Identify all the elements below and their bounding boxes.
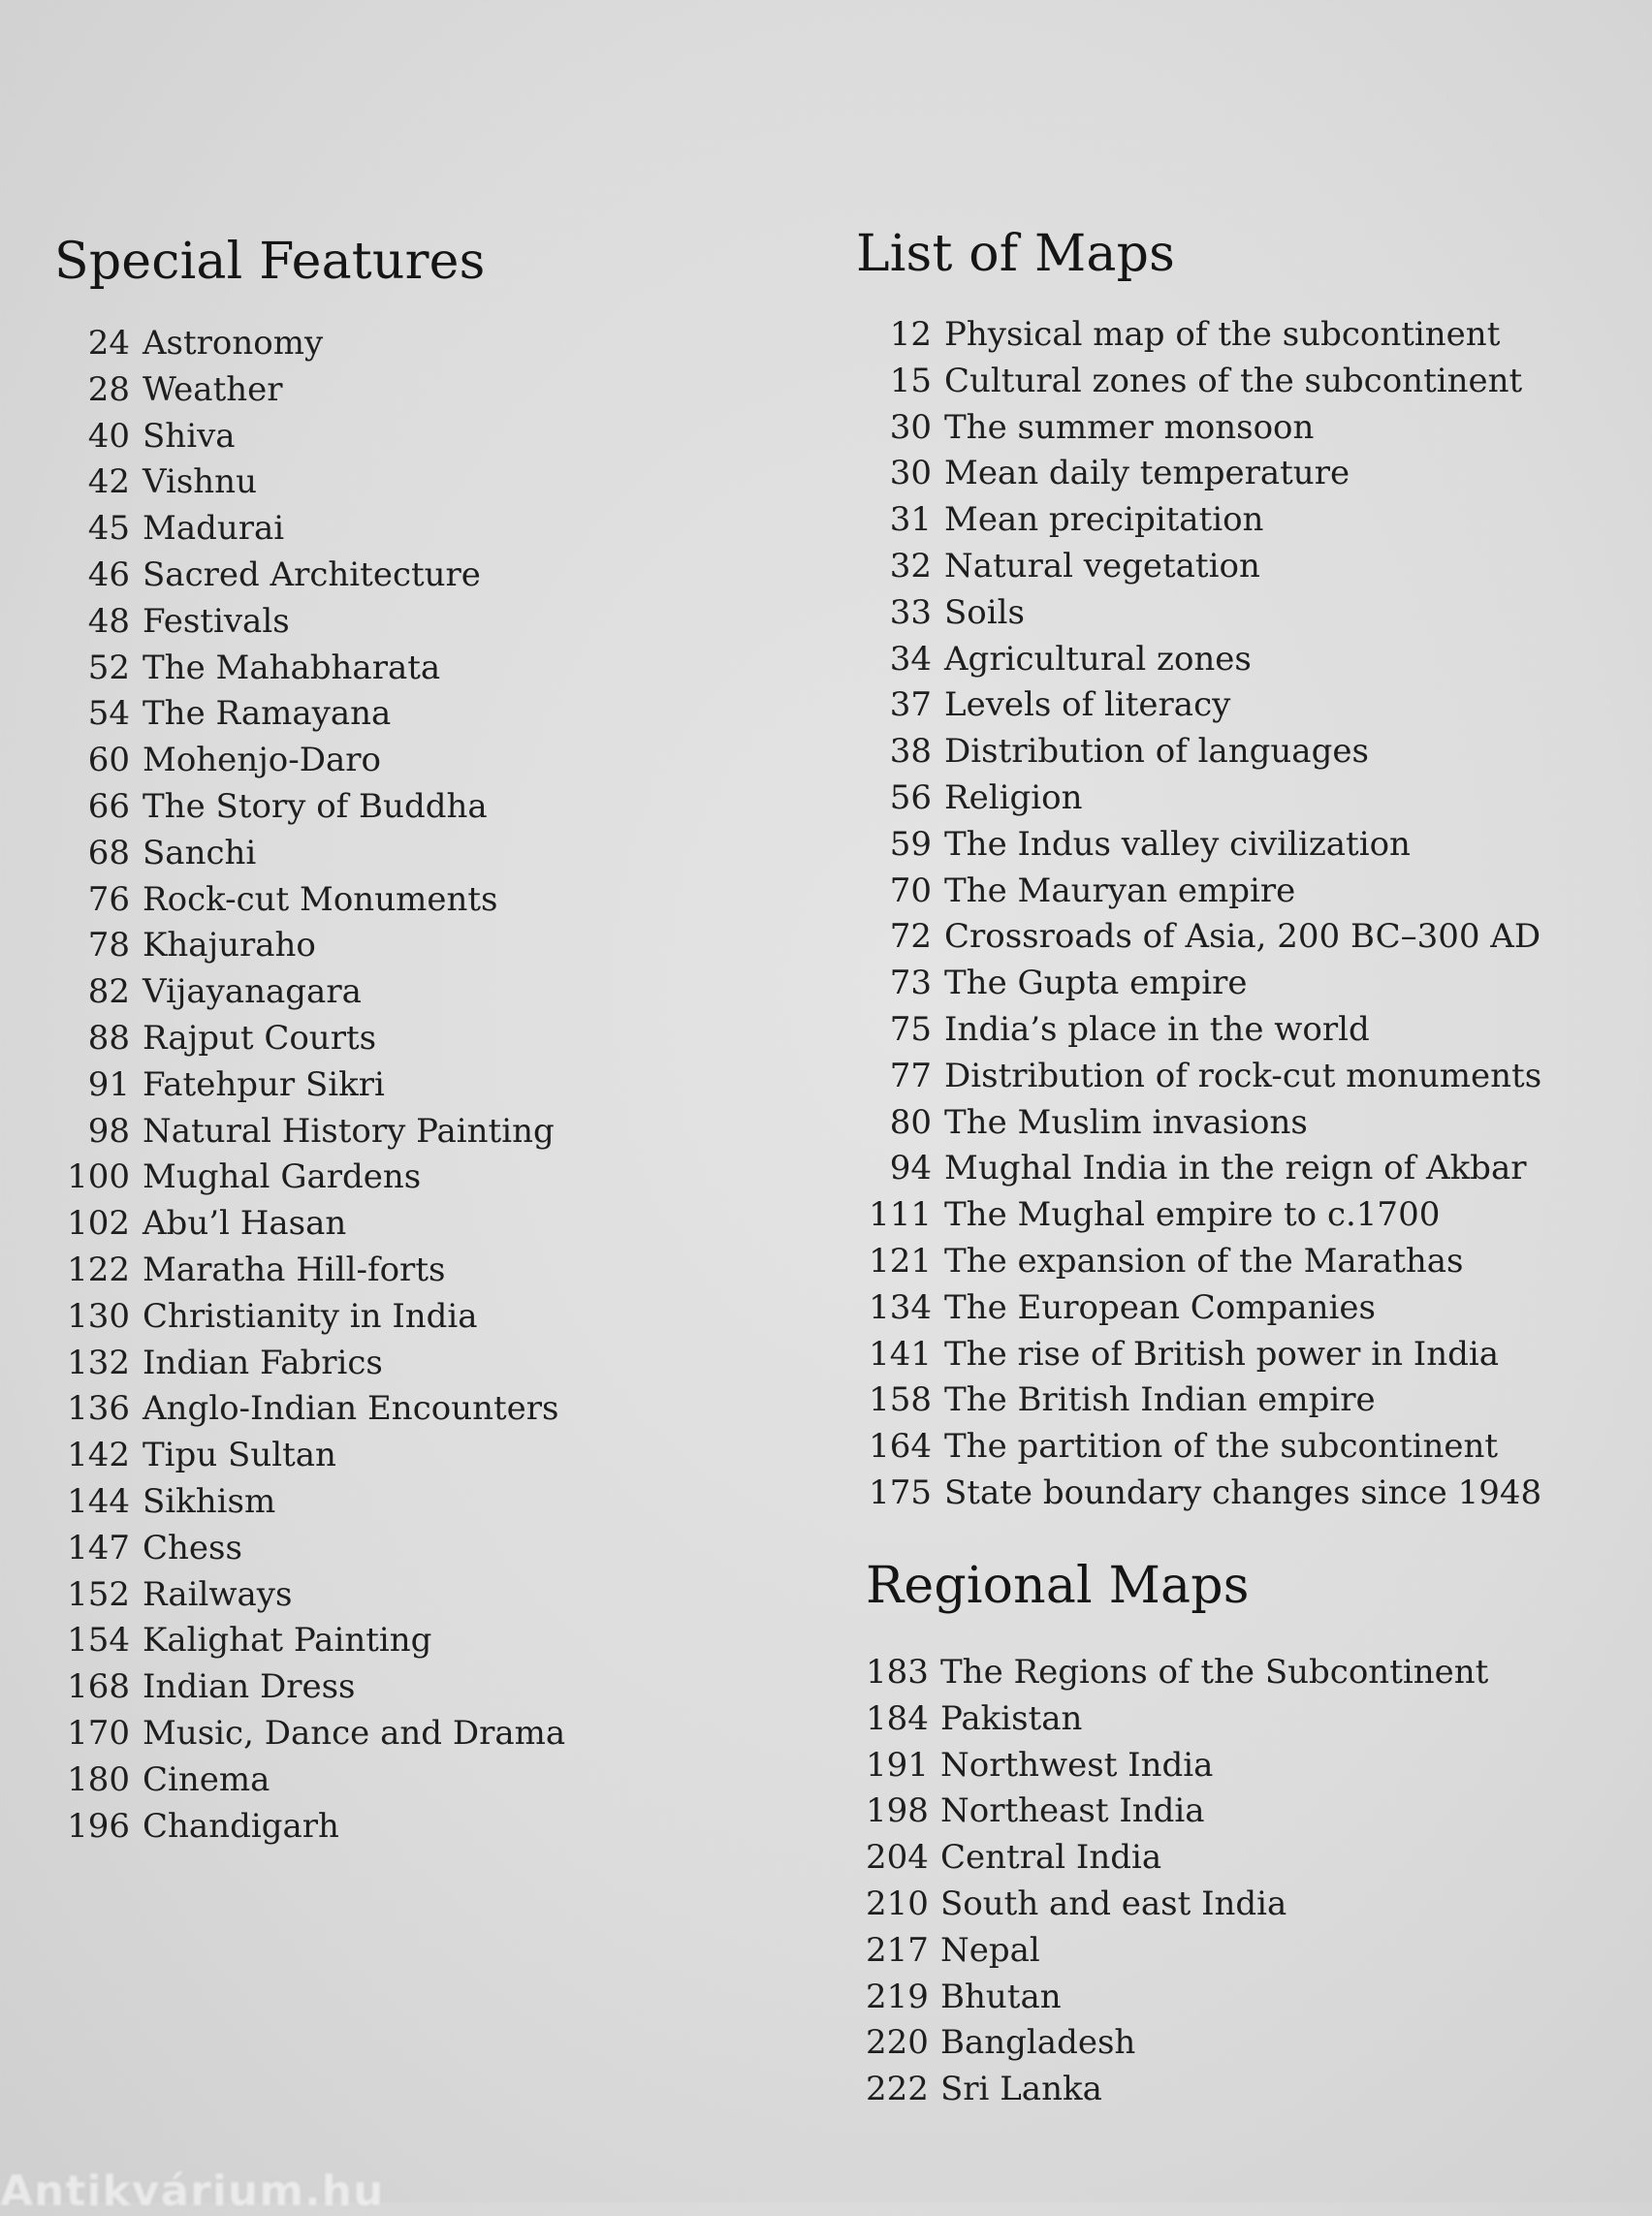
entry-page-number: 42 [87, 462, 130, 502]
contents-entry [54, 1386, 752, 1433]
entry-title: Mean precipitation [944, 500, 1264, 540]
entry-page-number: 100 [67, 1157, 130, 1197]
entry-page-number: 152 [67, 1574, 130, 1614]
contents-entry [54, 1618, 752, 1664]
entry-title: The European Companies [944, 1287, 1376, 1327]
regional-maps-section [866, 1557, 1632, 2113]
entry-page-number: 80 [889, 1102, 932, 1142]
entry-title: Chandigarh [143, 1806, 339, 1846]
entry-title: Abu’l Hasan [143, 1204, 347, 1244]
entry-title: Crossroads of Asia, 200 BC–300 AD [944, 917, 1541, 957]
contents-entry [866, 1650, 1632, 1696]
contents-entry [54, 969, 752, 1016]
entry-title: Religion [944, 777, 1083, 817]
entry-page-number: 31 [889, 500, 932, 540]
contents-entry [856, 405, 1632, 452]
entry-title: Madurai [143, 509, 285, 549]
contents-entry [54, 1572, 752, 1619]
contents-entry [54, 1804, 752, 1851]
entry-page-number: 30 [889, 407, 932, 447]
entry-page-number: 46 [87, 554, 130, 594]
contents-entry [856, 1332, 1632, 1378]
entry-title: The Story of Buddha [143, 786, 488, 826]
entry-title: The Muslim invasions [944, 1102, 1308, 1142]
contents-entry [856, 1054, 1632, 1100]
contents-entry [54, 1479, 752, 1526]
entry-title: Vishnu [143, 462, 257, 502]
contents-entry [54, 1341, 752, 1387]
entry-title: The Ramayana [143, 694, 392, 734]
entry-page-number: 30 [889, 454, 932, 493]
entry-page-number: 15 [889, 361, 932, 400]
entry-title: Pakistan [940, 1698, 1083, 1738]
contents-entry [866, 1975, 1632, 2021]
contents-entry [54, 414, 752, 460]
contents-entry [856, 1471, 1632, 1517]
contents-entry [54, 599, 752, 646]
contents-entry [54, 1155, 752, 1201]
entry-title: Nepal [940, 1930, 1040, 1970]
contents-entry [54, 1711, 752, 1757]
contents-entry [856, 1146, 1632, 1192]
entry-page-number: 111 [869, 1195, 932, 1235]
contents-entry [54, 1248, 752, 1294]
entry-page-number: 94 [889, 1149, 932, 1188]
entry-page-number: 38 [889, 732, 932, 772]
contents-entry [856, 1100, 1632, 1147]
contents-entry [54, 1016, 752, 1062]
entry-title: The Mahabharata [143, 648, 441, 687]
entry-page-number: 154 [67, 1621, 130, 1661]
entry-title: Cultural zones of the subcontinent [944, 361, 1523, 400]
contents-entry [54, 877, 752, 924]
contents-entry [856, 1192, 1632, 1239]
contents-entry [54, 691, 752, 738]
contents-entry [54, 1294, 752, 1341]
special-features-list [54, 321, 752, 1850]
contents-entry [54, 784, 752, 831]
entry-title: Vijayanagara [143, 972, 362, 1012]
contents-entry [866, 1882, 1632, 1928]
entry-page-number: 121 [869, 1241, 932, 1281]
entry-title: Bangladesh [940, 2023, 1136, 2063]
contents-entry [54, 738, 752, 784]
entry-page-number: 24 [87, 324, 130, 363]
entry-title: The British Indian empire [944, 1380, 1376, 1420]
entry-title: Mughal Gardens [143, 1157, 422, 1197]
entry-page-number: 210 [866, 1884, 929, 1923]
entry-title: South and east India [940, 1884, 1287, 1923]
contents-entry [856, 961, 1632, 1007]
entry-page-number: 158 [869, 1380, 932, 1420]
entry-title: Central India [940, 1838, 1162, 1878]
contents-entry [866, 1696, 1632, 1743]
contents-entry [54, 831, 752, 877]
entry-title: The Mughal empire to c.1700 [944, 1195, 1441, 1235]
entry-title: Maratha Hill-forts [143, 1250, 446, 1289]
entry-page-number: 45 [87, 509, 130, 549]
contents-entry [54, 506, 752, 553]
entry-page-number: 136 [67, 1389, 130, 1429]
entry-page-number: 147 [67, 1528, 130, 1567]
entry-title: Tipu Sultan [143, 1436, 336, 1475]
entry-title: Indian Dress [143, 1667, 356, 1707]
entry-page-number: 72 [889, 917, 932, 957]
entry-page-number: 77 [889, 1056, 932, 1095]
entry-title: Natural vegetation [944, 546, 1260, 586]
contents-entry [856, 359, 1632, 405]
contents-entry [856, 1424, 1632, 1471]
list-of-maps-list [856, 312, 1632, 1517]
entry-page-number: 204 [866, 1838, 929, 1878]
contents-entry [54, 1664, 752, 1711]
special-features-section [54, 233, 752, 1850]
entry-title: Indian Fabrics [143, 1343, 383, 1382]
entry-page-number: 75 [889, 1009, 932, 1049]
entry-title: Northeast India [940, 1791, 1205, 1831]
contents-entry [866, 1928, 1632, 1975]
entry-page-number: 142 [67, 1436, 130, 1475]
contents-entry [54, 1109, 752, 1155]
entry-title: India’s place in the world [944, 1009, 1370, 1049]
entry-page-number: 168 [67, 1667, 130, 1707]
contents-entry [856, 312, 1632, 359]
list-of-maps-heading: List of Maps [856, 225, 1175, 283]
entry-title: Sikhism [143, 1481, 276, 1521]
entry-title: Chess [143, 1528, 242, 1567]
entry-page-number: 33 [889, 592, 932, 632]
entry-page-number: 52 [87, 648, 130, 687]
entry-page-number: 82 [87, 972, 130, 1012]
entry-page-number: 37 [889, 685, 932, 725]
entry-title: Railways [143, 1574, 293, 1614]
entry-title: Mohenjo-Daro [143, 741, 381, 780]
entry-page-number: 222 [866, 2070, 929, 2109]
entry-title: State boundary changes since 1948 [944, 1472, 1542, 1512]
contents-entry [856, 637, 1632, 683]
contents-entry [54, 1433, 752, 1479]
entry-page-number: 68 [87, 833, 130, 872]
contents-entry [856, 544, 1632, 590]
contents-entry [856, 776, 1632, 822]
contents-entry [856, 729, 1632, 776]
entry-title: Agricultural zones [944, 639, 1252, 679]
entry-title: The Gupta empire [944, 964, 1248, 1003]
entry-title: The Regions of the Subcontinent [940, 1653, 1489, 1692]
entry-page-number: 134 [869, 1287, 932, 1327]
contents-entry [866, 2067, 1632, 2113]
contents-entry [856, 590, 1632, 637]
entry-title: Mughal India in the reign of Akbar [944, 1149, 1527, 1188]
entry-page-number: 70 [889, 871, 932, 910]
entry-title: Sri Lanka [940, 2070, 1102, 2109]
contents-entry [856, 869, 1632, 915]
entry-page-number: 73 [889, 964, 932, 1003]
contents-entry [54, 367, 752, 414]
contents-entry [856, 1007, 1632, 1054]
entry-page-number: 60 [87, 741, 130, 780]
contents-entry [54, 459, 752, 506]
contents-entry [866, 1743, 1632, 1789]
entry-title: The Indus valley civilization [944, 824, 1411, 864]
regional-maps-list [866, 1650, 1632, 2113]
contents-entry [54, 553, 752, 599]
entry-title: Festivals [143, 601, 290, 641]
entry-page-number: 183 [866, 1653, 929, 1692]
entry-title: Sacred Architecture [143, 554, 481, 594]
entry-title: Levels of literacy [944, 685, 1231, 725]
entry-title: Astronomy [143, 324, 324, 363]
entry-page-number: 219 [866, 1977, 929, 2016]
contents-entry [54, 1062, 752, 1109]
entry-title: Music, Dance and Drama [143, 1713, 566, 1753]
entry-title: The expansion of the Marathas [944, 1241, 1464, 1281]
entry-page-number: 98 [87, 1111, 130, 1151]
entry-page-number: 88 [87, 1018, 130, 1058]
entry-title: Sanchi [143, 833, 257, 872]
entry-title: Soils [944, 592, 1025, 632]
entry-page-number: 76 [87, 879, 130, 919]
entry-title: Natural History Painting [143, 1111, 555, 1151]
entry-page-number: 59 [889, 824, 932, 864]
special-features-heading: Special Features [54, 233, 486, 291]
contents-entry [856, 1377, 1632, 1424]
entry-title: Distribution of rock-cut monuments [944, 1056, 1542, 1095]
entry-page-number: 34 [889, 639, 932, 679]
entry-page-number: 220 [866, 2023, 929, 2063]
contents-entry [856, 1239, 1632, 1285]
watermark: Antikvárium.hu [0, 2167, 385, 2216]
entry-page-number: 12 [889, 315, 932, 354]
entry-title: Rock-cut Monuments [143, 879, 498, 919]
entry-title: Distribution of languages [944, 732, 1369, 772]
entry-title: Physical map of the subcontinent [944, 315, 1501, 354]
entry-title: Rajput Courts [143, 1018, 377, 1058]
contents-entry [866, 1789, 1632, 1835]
entry-page-number: 164 [869, 1427, 932, 1467]
entry-page-number: 184 [866, 1698, 929, 1738]
contents-entry [856, 1285, 1632, 1332]
contents-entry [856, 497, 1632, 544]
entry-page-number: 180 [67, 1759, 130, 1799]
entry-title: The partition of the subcontinent [944, 1427, 1499, 1467]
contents-entry [54, 923, 752, 969]
entry-page-number: 141 [869, 1334, 932, 1374]
entry-title: Bhutan [940, 1977, 1062, 2016]
list-of-maps-section [856, 225, 1632, 1517]
contents-entry [856, 451, 1632, 497]
entry-title: Cinema [143, 1759, 270, 1799]
entry-page-number: 217 [866, 1930, 929, 1970]
entry-title: Weather [143, 369, 283, 409]
entry-title: The Mauryan empire [944, 871, 1296, 910]
entry-title: Christianity in India [143, 1296, 478, 1336]
contents-entry [54, 321, 752, 367]
contents-entry [54, 1757, 752, 1804]
entry-title: Kalighat Painting [143, 1621, 432, 1661]
entry-page-number: 196 [67, 1806, 130, 1846]
entry-title: Khajuraho [143, 926, 316, 966]
entry-page-number: 32 [889, 546, 932, 586]
contents-entry [856, 914, 1632, 961]
entry-page-number: 102 [67, 1204, 130, 1244]
contents-entry [54, 1526, 752, 1572]
contents-entry [54, 646, 752, 692]
entry-page-number: 40 [87, 416, 130, 456]
entry-title: Fatehpur Sikri [143, 1064, 385, 1104]
entry-title: Northwest India [940, 1745, 1214, 1785]
contents-entry [866, 2020, 1632, 2067]
regional-maps-heading: Regional Maps [866, 1557, 1250, 1615]
entry-title: The rise of British power in India [944, 1334, 1500, 1374]
entry-page-number: 48 [87, 601, 130, 641]
entry-page-number: 54 [87, 694, 130, 734]
entry-page-number: 191 [866, 1745, 929, 1785]
entry-page-number: 130 [67, 1296, 130, 1336]
entry-page-number: 78 [87, 926, 130, 966]
entry-title: Mean daily temperature [944, 454, 1350, 493]
contents-entry [856, 822, 1632, 869]
entry-title: The summer monsoon [944, 407, 1315, 447]
entry-title: Shiva [143, 416, 236, 456]
entry-page-number: 66 [87, 786, 130, 826]
entry-page-number: 132 [67, 1343, 130, 1382]
entry-page-number: 28 [87, 369, 130, 409]
entry-page-number: 170 [67, 1713, 130, 1753]
contents-entry [866, 1835, 1632, 1882]
entry-page-number: 91 [87, 1064, 130, 1104]
contents-entry [54, 1201, 752, 1248]
entry-page-number: 144 [67, 1481, 130, 1521]
entry-title: Anglo-Indian Encounters [143, 1389, 559, 1429]
entry-page-number: 198 [866, 1791, 929, 1831]
entry-page-number: 122 [67, 1250, 130, 1289]
entry-page-number: 56 [889, 777, 932, 817]
entry-page-number: 175 [869, 1472, 932, 1512]
contents-entry [856, 682, 1632, 729]
